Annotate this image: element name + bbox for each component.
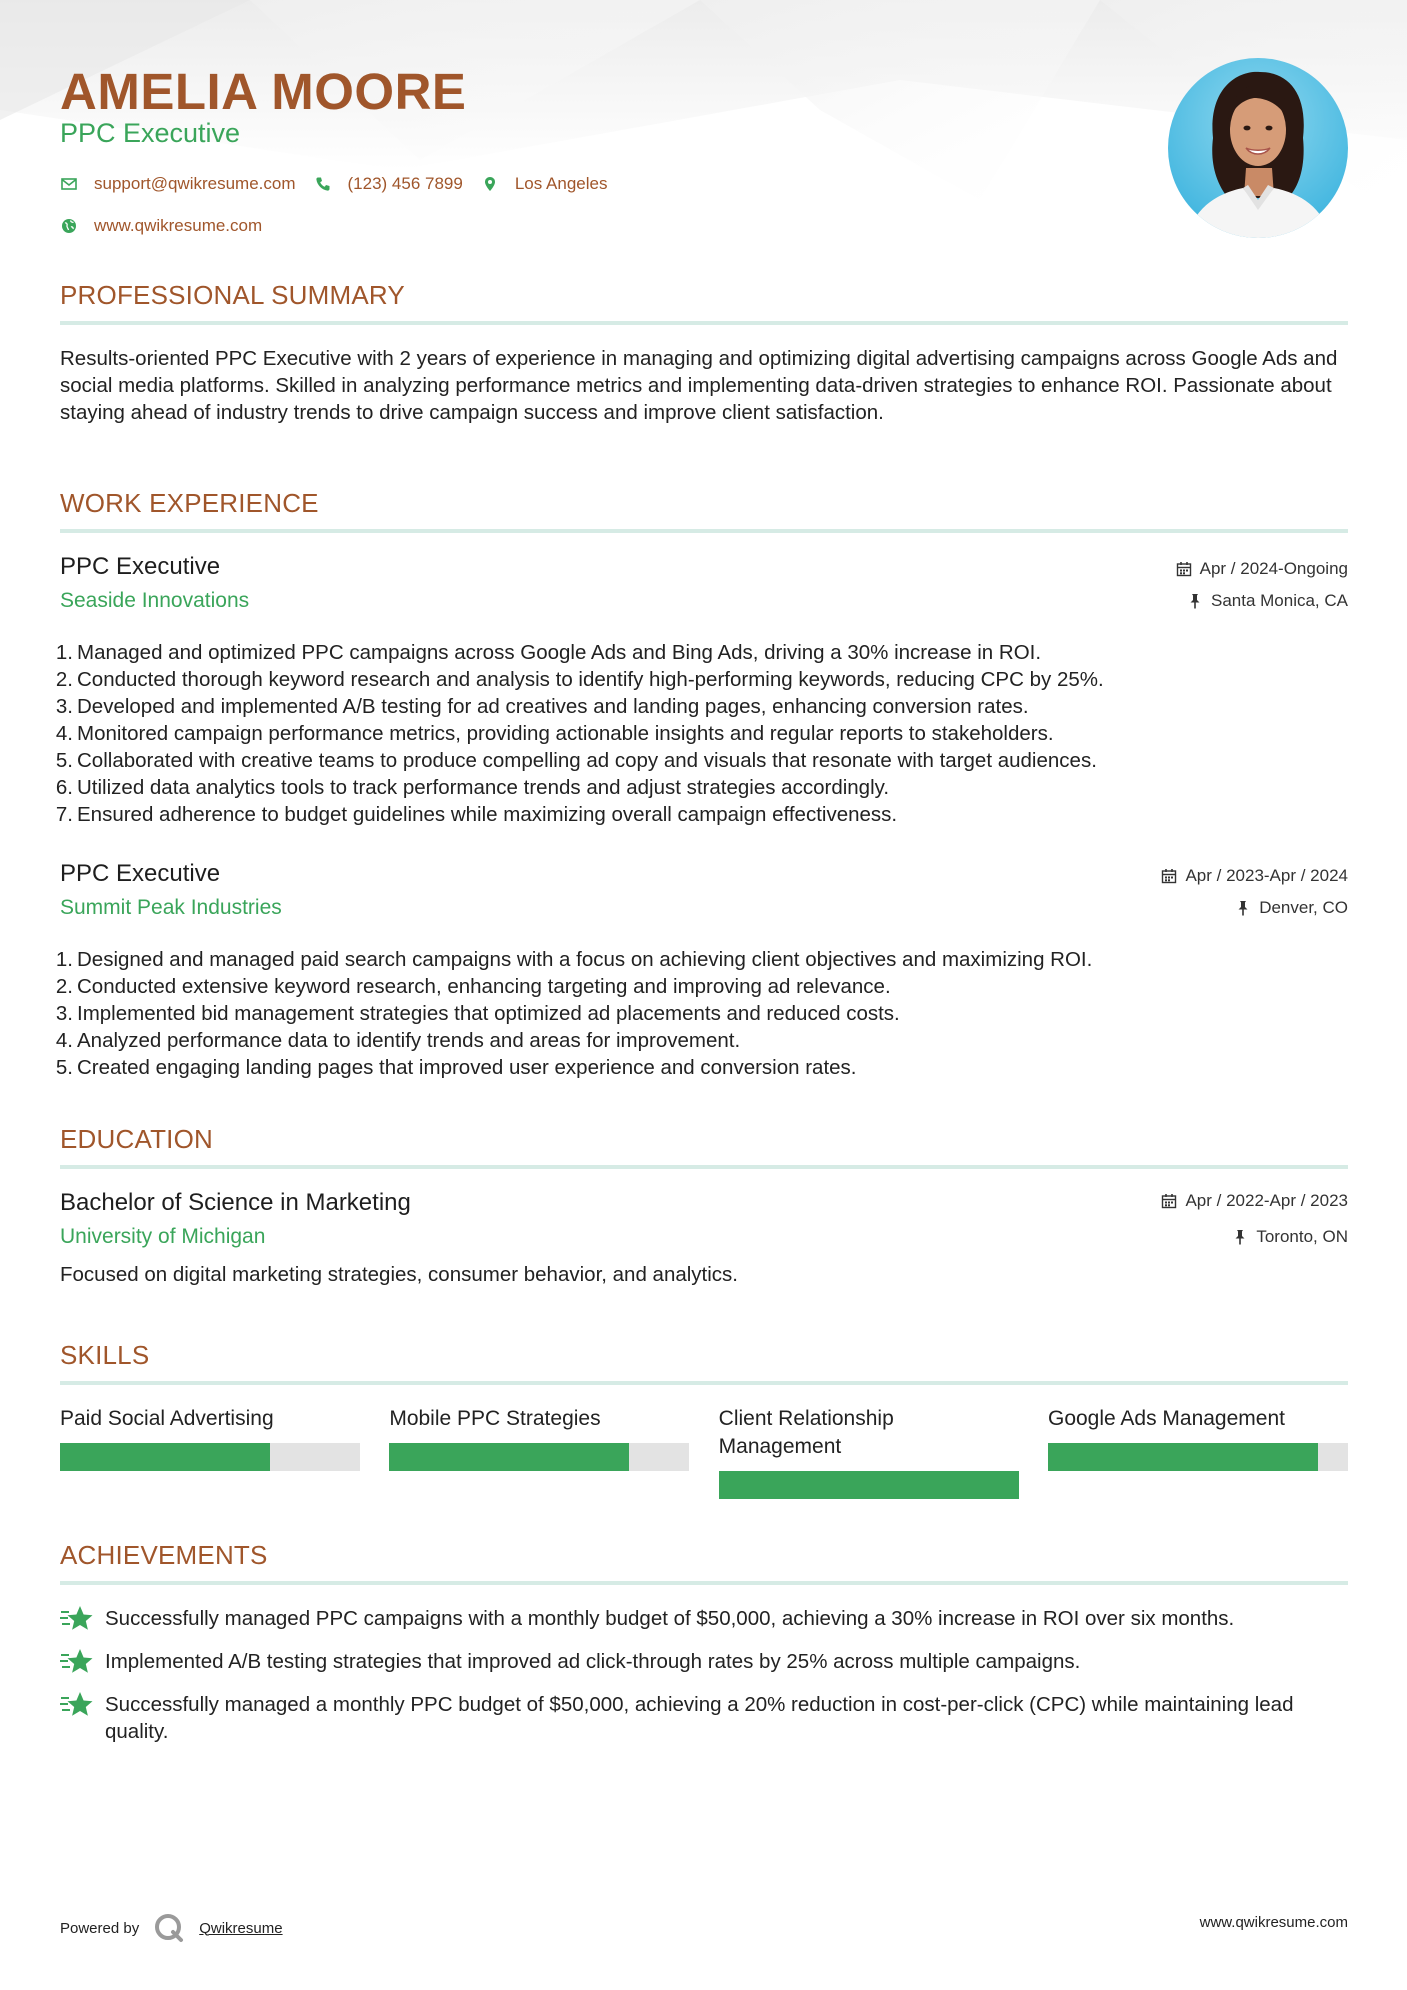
star-icon [60, 1604, 94, 1634]
footer-url[interactable]: www.qwikresume.com [1199, 1914, 1348, 1931]
phone-icon [314, 175, 332, 193]
skill-level-bar [389, 1443, 689, 1471]
job-dates [1176, 559, 1348, 579]
phone-text: (123) 456 7899 [347, 174, 463, 193]
bullet-number: 6. [55, 776, 73, 799]
education-heading: EDUCATION [60, 1124, 213, 1154]
powered-by-label: Powered by [60, 1919, 140, 1937]
email-text: support@qwikresume.com [94, 174, 296, 193]
skill-item [1048, 1405, 1348, 1499]
bullet-number: 3. [55, 695, 73, 718]
summary-heading: PROFESSIONAL SUMMARY [60, 280, 405, 310]
powered-by [60, 1912, 283, 1944]
contact-website[interactable] [60, 216, 262, 236]
bullet-text: Created engaging landing pages that improved user experience and conversion rates. [77, 1056, 857, 1079]
website-text: www.qwikresume.com [94, 216, 263, 235]
calendar-icon [1176, 561, 1192, 577]
bullet-number: 4. [55, 722, 73, 745]
job-entry [55, 553, 1348, 828]
job-bullet [55, 666, 1348, 693]
bullet-text: Conducted thorough keyword research and analysis to identify high-performing keywords, reducing CPC by 25%. [77, 668, 1104, 691]
school-name: University of Michigan [60, 1225, 266, 1248]
skill-name: Google Ads Management [1047, 1407, 1285, 1430]
achievement-text: Successfully managed a monthly PPC budget of $50,000, achieving a 20% reduction in cost-per-click (CPC) while maintaining lead quality. [105, 1693, 1294, 1743]
job-bullet [55, 801, 1348, 828]
section-divider [60, 1381, 1348, 1385]
bullet-text: Designed and managed paid search campaigns with a focus on achieving client objectives and maximizing ROI. [77, 948, 1093, 971]
job-title: PPC Executive [60, 553, 221, 580]
skills-heading: SKILLS [60, 1340, 150, 1370]
skill-item [60, 1405, 360, 1499]
job-title: PPC Executive [60, 860, 221, 887]
education-location-text: Toronto, ON [1256, 1227, 1348, 1246]
job-bullet [55, 1054, 1348, 1081]
skill-level-bar [60, 1443, 360, 1471]
pushpin-icon [1187, 593, 1203, 609]
experience-section [55, 488, 1348, 1081]
education-section [60, 1124, 1348, 1288]
company-name: Summit Peak Industries [60, 896, 282, 919]
company-name: Seaside Innovations [60, 589, 250, 612]
achievement-item [60, 1691, 1348, 1745]
star-icon [60, 1647, 94, 1677]
achievement-text: Implemented A/B testing strategies that improved ad click-through rates by 25% across multiple campaigns. [105, 1650, 1081, 1673]
job-bullets [55, 639, 1348, 828]
summary-text: Results-oriented PPC Executive with 2 years of experience in managing and optimizing digital advertising campaigns across Google Ads and social media platforms. Skilled in analyzing performance metrics and implementing data-driven strategies to enhance ROI. Passionate about staying ahead of industry trends to drive campaign success and improve client satisfaction. [60, 347, 1338, 424]
bullet-text: Collaborated with creative teams to produce compelling ad copy and visuals that resonate with target audiences. [77, 749, 1097, 772]
envelope-icon [60, 175, 78, 193]
calendar-icon [1161, 1193, 1177, 1209]
job-bullet [55, 720, 1348, 747]
job-entry [55, 860, 1348, 1081]
skill-level-fill [60, 1443, 270, 1471]
skill-level-fill [389, 1443, 629, 1471]
job-location-text: Santa Monica, CA [1210, 591, 1348, 610]
bullet-number: 1. [55, 948, 73, 971]
degree-name: Bachelor of Science in Marketing [60, 1189, 411, 1216]
job-bullet [55, 973, 1348, 1000]
achievement-item [60, 1648, 1348, 1677]
contact-phone[interactable] [314, 174, 463, 194]
section-divider [60, 529, 1348, 533]
skill-name: Client Relationship Management [718, 1407, 894, 1458]
bullet-text: Implemented bid management strategies that optimized ad placements and reduced costs. [77, 1002, 900, 1025]
skill-level-fill [719, 1471, 1019, 1499]
bullet-text: Managed and optimized PPC campaigns across Google Ads and Bing Ads, driving a 30% increase in ROI. [77, 641, 1042, 664]
contact-info [60, 172, 625, 238]
skill-level-bar [719, 1471, 1019, 1499]
calendar-icon [1161, 868, 1177, 884]
skill-name: Paid Social Advertising [60, 1407, 274, 1430]
job-bullets [55, 946, 1348, 1081]
job-location [1187, 591, 1348, 611]
qwikresume-logo-icon [153, 1912, 185, 1944]
education-location [1232, 1227, 1348, 1247]
job-bullet [55, 639, 1348, 666]
achievement-text: Successfully managed PPC campaigns with a monthly budget of $50,000, achieving a 30% increase in ROI over six months. [105, 1607, 1235, 1630]
bullet-number: 2. [55, 975, 73, 998]
contact-email[interactable] [60, 174, 296, 194]
job-bullet [55, 946, 1348, 973]
star-icon [60, 1690, 94, 1720]
footer [60, 1900, 1348, 1940]
bullet-number: 5. [55, 749, 73, 772]
education-dates [1161, 1191, 1348, 1211]
job-dates-text: Apr / 2024-Ongoing [1199, 559, 1348, 578]
bullet-number: 3. [55, 1002, 73, 1025]
map-marker-icon [481, 175, 499, 193]
bullet-number: 2. [55, 668, 73, 691]
job-bullet [55, 1000, 1348, 1027]
profile-photo [1168, 58, 1348, 238]
globe-icon [60, 217, 78, 235]
bullet-number: 1. [55, 641, 73, 664]
skill-level-bar [1048, 1443, 1348, 1471]
skill-level-fill [1048, 1443, 1318, 1471]
bullet-text: Conducted extensive keyword research, enhancing targeting and improving ad relevance. [77, 975, 891, 998]
job-bullet [55, 774, 1348, 801]
education-entry [60, 1189, 1348, 1288]
education-dates-text: Apr / 2022-Apr / 2023 [1185, 1191, 1348, 1210]
achievement-item [60, 1605, 1348, 1634]
job-bullet [55, 1027, 1348, 1054]
job-location [1235, 898, 1348, 918]
contact-location [481, 174, 608, 194]
bullet-text: Developed and implemented A/B testing for ad creatives and landing pages, enhancing conversion rates. [77, 695, 1029, 718]
skill-item [389, 1405, 689, 1499]
candidate-name: AMELIA MOORE [60, 63, 467, 120]
bullet-text: Monitored campaign performance metrics, providing actionable insights and regular reports to stakeholders. [77, 722, 1054, 745]
pushpin-icon [1232, 1229, 1248, 1245]
summary-section [60, 280, 1348, 426]
section-divider [60, 1581, 1348, 1585]
bullet-text: Utilized data analytics tools to track performance trends and adjust strategies accordingly. [77, 776, 890, 799]
section-divider [60, 321, 1348, 325]
skills-list [60, 1405, 1348, 1499]
bullet-number: 7. [55, 803, 73, 826]
achievements-list [60, 1605, 1348, 1745]
education-description: Focused on digital marketing strategies, consumer behavior, and analytics. [60, 1263, 739, 1286]
skills-section [60, 1340, 1348, 1499]
bullet-number: 5. [55, 1056, 73, 1079]
section-divider [60, 1165, 1348, 1169]
bullet-text: Ensured adherence to budget guidelines while maximizing overall campaign effectiveness. [77, 803, 898, 826]
skill-item [719, 1405, 1019, 1499]
brand-link[interactable]: Qwikresume [199, 1919, 283, 1937]
job-dates [1161, 866, 1348, 886]
pushpin-icon [1235, 900, 1251, 916]
job-location-text: Denver, CO [1259, 898, 1348, 917]
bullet-text: Analyzed performance data to identify trends and areas for improvement. [77, 1029, 741, 1052]
achievements-section [60, 1540, 1348, 1745]
job-dates-text: Apr / 2023-Apr / 2024 [1185, 866, 1348, 885]
job-bullet [55, 747, 1348, 774]
skill-name: Mobile PPC Strategies [389, 1407, 601, 1430]
job-bullet [55, 693, 1348, 720]
location-text: Los Angeles [514, 174, 608, 193]
bullet-number: 4. [55, 1029, 73, 1052]
candidate-title: PPC Executive [60, 118, 241, 148]
experience-heading: WORK EXPERIENCE [60, 488, 319, 518]
achievements-heading: ACHIEVEMENTS [60, 1540, 268, 1570]
